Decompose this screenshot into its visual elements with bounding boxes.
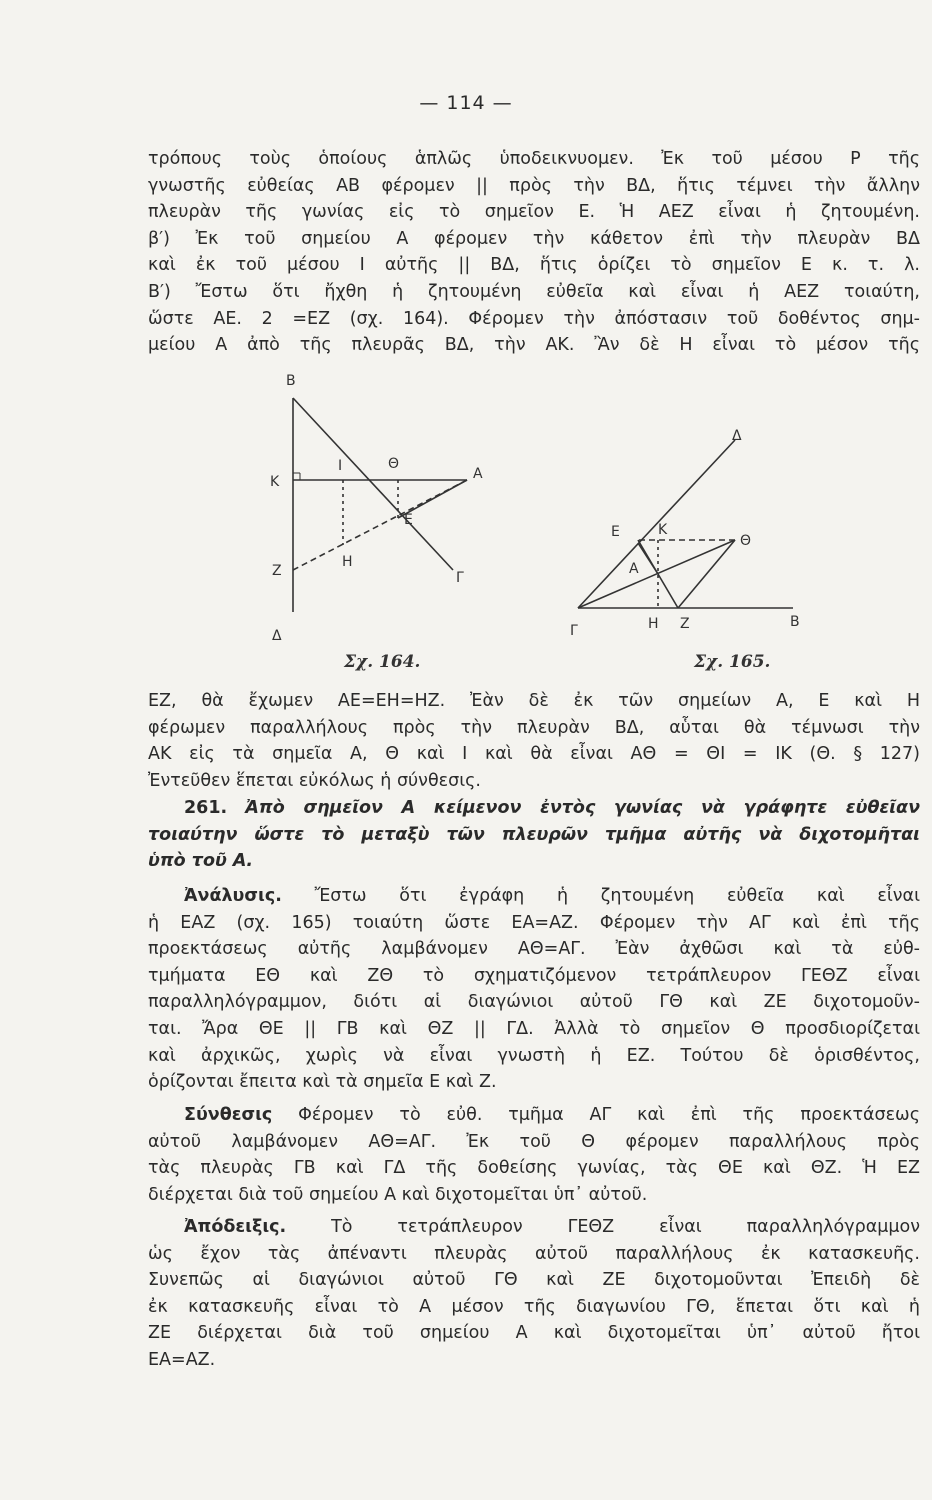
text-line: ΕΖ, θὰ ἔχωμεν ΑΕ=ΕΗ=ΗΖ. Ἐὰν δὲ ἐκ τῶν σημείων Α, Ε καὶ Η (148, 691, 920, 711)
fig164-label-H: Η (342, 554, 353, 570)
fig165-label-Gamma: Γ (570, 623, 578, 639)
figure-164 (293, 398, 467, 612)
text-line: Β′) Ἔστω ὅτι ἤχθη ἡ ζητουμένη εὐθεῖα καὶ εἶναι ἡ ΑΕΖ τοιαύτη, (148, 281, 920, 302)
text-line: ὁρίζονται ἔπειτα καὶ τὰ σημεῖα Ε καὶ Ζ. (148, 1072, 497, 1093)
problem-line: τοιαύτην ὥστε τὸ μεταξὺ τῶν πλευρῶν τμῆμα αὐτῆς νὰ διχοτομῆται (148, 824, 920, 845)
fig164-label-Z: Ζ (272, 563, 282, 579)
text-line: β′) Ἐκ τοῦ σημείου Α φέρομεν τὴν κάθετον ἐπὶ τὴν πλευρὰν ΒΔ (148, 228, 920, 249)
problem-text: Ἀπὸ σημεῖον Α κείμενον ἐντὸς γωνίας νὰ γράφητε εὐθεῖαν (245, 798, 920, 818)
problem-line: ὑπὸ τοῦ Α. (148, 851, 254, 872)
text-line: ται. Ἄρα ΘΕ || ΓΒ καὶ ΘΖ || ΓΔ. Ἀλλὰ τὸ σημεῖον Θ προσδιορίζεται (148, 1018, 920, 1039)
page-number: — 114 — (419, 92, 513, 114)
text-line: αὐτοῦ λαμβάνομεν ΑΘ=ΑΓ. Ἐκ τοῦ Θ φέρομεν παραλλήλους πρὸς (148, 1131, 920, 1152)
fig165-line-ThZ (678, 540, 735, 608)
fig164-label-Gamma: Γ (456, 570, 464, 586)
fig165-line-GD (578, 440, 735, 608)
fig165-label-H: Η (648, 616, 659, 632)
fig165-label-E: Ε (611, 524, 620, 540)
figure-164-labels (270, 373, 483, 644)
fig164-label-A: Α (473, 466, 483, 482)
synthesis-section (148, 1102, 920, 1208)
problem-261 (148, 795, 920, 875)
analysis-first-text: Ἔστω ὅτι ἐγράφη ἡ ζητουμένη εὐθεῖα καὶ εἶναι (314, 886, 920, 906)
fig164-label-I: Ι (338, 458, 343, 474)
problem-line (148, 795, 920, 822)
fig165-label-Theta: Θ (740, 533, 752, 549)
fig164-label-E: Ε (404, 512, 413, 528)
fig165-label-A: Α (629, 561, 639, 577)
fig164-label-B: Β (286, 373, 296, 389)
proof-first-line (148, 1214, 920, 1241)
text-line: τὰς πλευρὰς ΓΒ καὶ ΓΔ τῆς δοθείσης γωνίας, τὰς ΘΕ καὶ ΘΖ. Ἡ ΕΖ (148, 1158, 920, 1179)
text-line: ἐκ κατασκευῆς εἶναι τὸ Α μέσον τῆς διαγωνίου ΓΘ, ἕπεται ὅτι καὶ ἡ (148, 1296, 920, 1317)
text-line: πλευρὰν τῆς γωνίας εἰς τὸ σημεῖον Ε. Ἡ ΑΕΖ εἶναι ἡ ζητουμένη. (148, 202, 920, 223)
text-line: γνωστῆς εὐθείας ΑΒ φέρομεν || πρὸς τὴν ΒΔ, ἥτις τέμνει τὴν ἄλλην (148, 175, 920, 196)
paragraph-after-figures (148, 688, 920, 794)
proof-first-text: Τὸ τετράπλευρον ΓΕΘΖ εἶναι παραλληλόγραμμον (331, 1217, 920, 1237)
text-line: ὥστε ΑΕ. 2 =ΕΖ (σχ. 164). Φέρομεν τὴν ἀπόστασιν τοῦ δοθέντος σημ- (148, 308, 920, 329)
text-line: τμήματα ΕΘ καὶ ΖΘ τὸ σχηματιζόμενον τετράπλευρον ΓΕΘΖ εἶναι (148, 965, 920, 986)
text-line: ΖΕ διέρχεται διὰ τοῦ σημείου Α καὶ διχοτομεῖται ὑπ᾽ αὐτοῦ ἤτοι (148, 1323, 920, 1344)
fig165-line-EA (638, 543, 658, 574)
synthesis-first-line (148, 1102, 920, 1129)
fig165-caption: Σχ. 165. (694, 652, 771, 672)
text-line: τρόπους τοὺς ὁποίους ἁπλῶς ὑποδεικνυομεν. Ἐκ τοῦ μέσου Ρ τῆς (148, 149, 920, 169)
fig165-label-Z: Ζ (680, 616, 690, 632)
text-line: παραλληλόγραμμον, διότι αἱ διαγώνιοι αὐτοῦ ΓΘ καὶ ΖΕ διχοτομοῦν- (148, 992, 920, 1013)
proof-section (148, 1214, 920, 1374)
synthesis-first-text: Φέρομεν τὸ εὐθ. τμῆμα ΑΓ καὶ ἐπὶ τῆς προεκτάσεως (298, 1105, 920, 1125)
problem-number: 261. (184, 798, 228, 818)
text-line: Ἐντεῦθεν ἕπεται εὐκόλως ἡ σύνθεσις. (148, 770, 481, 791)
synthesis-heading: Σύνθεσις (184, 1105, 273, 1125)
text-line: μείου Α ἀπὸ τῆς πλευρᾶς ΒΔ, τὴν ΑΚ. Ἂν δὲ Η εἶναι τὸ μέσον τῆς (148, 335, 920, 356)
fig165-label-Delta: Δ (732, 428, 742, 444)
text-line: ΑΚ εἰς τὰ σημεῖα Α, Θ καὶ Ι καὶ θὰ εἶναι ΑΘ = ΘΙ = ΙΚ (Θ. § 127) (148, 744, 920, 765)
fig165-label-K: Κ (658, 522, 668, 538)
analysis-section (148, 883, 920, 1096)
text-line: ΕΑ=ΑΖ. (148, 1349, 216, 1370)
fig164-label-Delta: Δ (272, 628, 282, 644)
fig164-label-Theta: Θ (388, 456, 400, 472)
fig165-label-B: Β (790, 614, 800, 630)
text-line: ὡς ἔχον τὰς ἀπέναντι πλευρὰς αὐτοῦ παραλλήλους ἐκ κατασκευῆς. (148, 1243, 920, 1264)
text-line: φέρωμεν παραλλήλους πρὸς τὴν πλευρὰν ΒΔ, αὗται θὰ τέμνωσι τὴν (148, 717, 920, 738)
text-line: καὶ ἀρχικῶς, χωρὶς νὰ εἶναι γνωστὴ ἡ ΕΖ. Τούτου δὲ ὁρισθέντος, (148, 1045, 920, 1066)
text-line: προεκτάσεως αὐτῆς λαμβάνομεν ΑΘ=ΑΓ. Ἐὰν ἀχθῶσι καὶ τὰ εὐθ- (148, 939, 920, 960)
text-line: Συνεπῶς αἱ διαγώνιοι αὐτοῦ ΓΘ καὶ ΖΕ διχοτομοῦνται Ἐπειδὴ δὲ (148, 1270, 920, 1291)
text-line: διέρχεται διὰ τοῦ σημείου Α καὶ διχοτομεῖται ὑπ᾽ αὐτοῦ. (148, 1184, 648, 1205)
text-line: ἡ ΕΑΖ (σχ. 165) τοιαύτη ὥστε ΕΑ=ΑΖ. Φέρομεν τὴν ΑΓ καὶ ἐπὶ τῆς (148, 912, 920, 933)
fig165-line-GTh (578, 540, 735, 608)
proof-heading: Ἀπόδειξις. (184, 1217, 287, 1237)
analysis-heading: Ἀνάλυσις. (184, 886, 282, 906)
analysis-first-line (148, 883, 920, 910)
fig164-caption: Σχ. 164. (344, 652, 421, 672)
text-line: καὶ ἐκ τοῦ μέσου Ι αὐτῆς || ΒΔ, ἥτις ὁρίζει τὸ σημεῖον Ε κ. τ. λ. (148, 255, 920, 276)
fig164-line-BG (293, 398, 453, 570)
fig164-label-K: Κ (270, 474, 280, 490)
